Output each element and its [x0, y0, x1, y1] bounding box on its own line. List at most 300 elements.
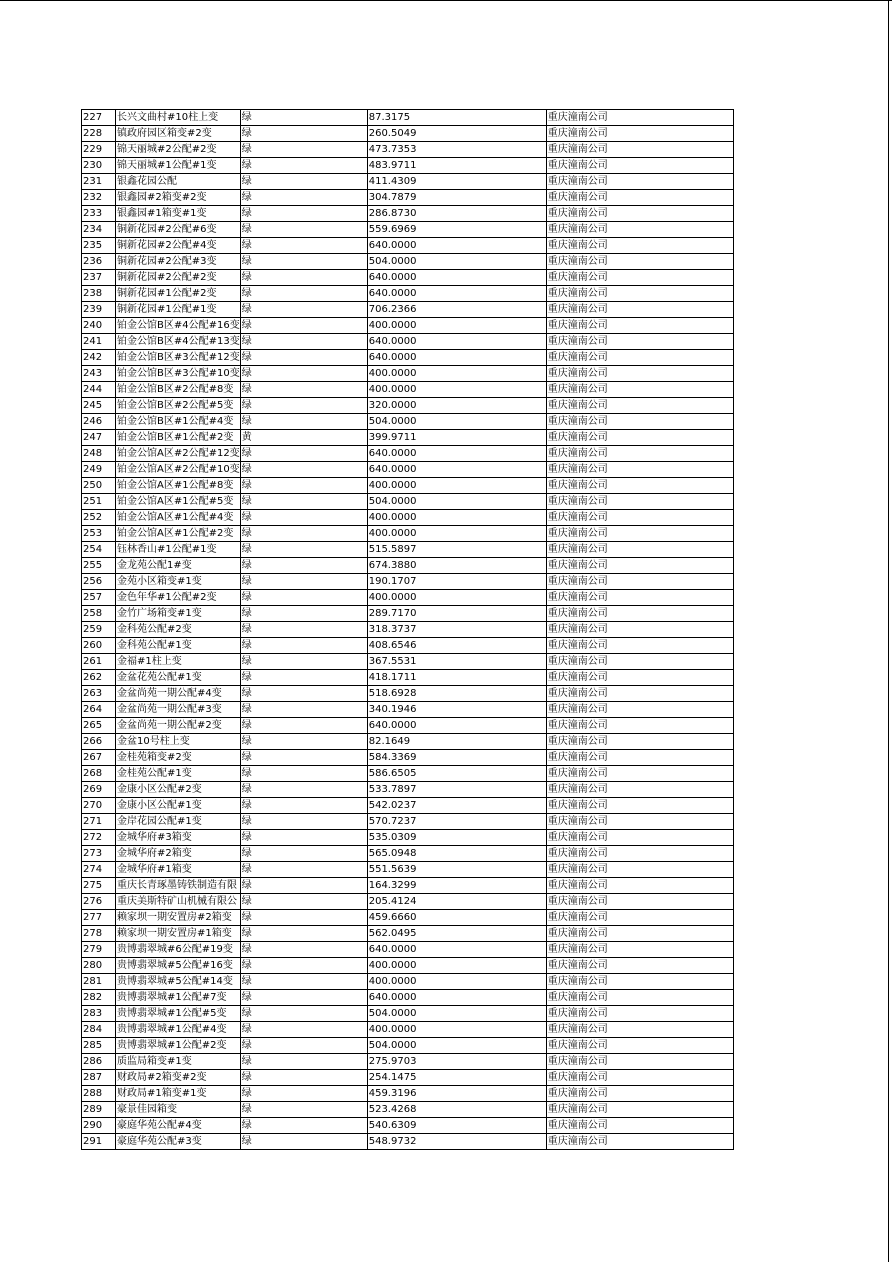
status-cell: 绿 [240, 638, 367, 654]
table-row [82, 782, 734, 798]
company-cell: 重庆潼南公司 [546, 942, 733, 958]
status-cell: 绿 [240, 126, 367, 142]
company-cell: 重庆潼南公司 [546, 126, 733, 142]
row-number-cell: 281 [82, 974, 116, 990]
row-number-cell: 249 [82, 462, 116, 478]
table-row [82, 174, 734, 190]
table-row [82, 190, 734, 206]
value-cell: 320.0000 [367, 398, 546, 414]
table-row [82, 398, 734, 414]
transformer-name-cell: 金桂苑箱变#2变 [116, 750, 241, 766]
status-cell: 绿 [240, 222, 367, 238]
table-row [82, 382, 734, 398]
table-row [82, 1070, 734, 1086]
row-number-cell: 269 [82, 782, 116, 798]
company-cell: 重庆潼南公司 [546, 782, 733, 798]
status-cell: 绿 [240, 1022, 367, 1038]
value-cell: 640.0000 [367, 462, 546, 478]
value-cell: 640.0000 [367, 334, 546, 350]
company-cell: 重庆潼南公司 [546, 142, 733, 158]
company-cell: 重庆潼南公司 [546, 382, 733, 398]
table-row [82, 142, 734, 158]
transformer-name-cell: 铜新花园#2公配#4变 [116, 238, 241, 254]
company-cell: 重庆潼南公司 [546, 158, 733, 174]
company-cell: 重庆潼南公司 [546, 862, 733, 878]
value-cell: 400.0000 [367, 510, 546, 526]
table-row [82, 574, 734, 590]
company-cell: 重庆潼南公司 [546, 334, 733, 350]
row-number-cell: 275 [82, 878, 116, 894]
status-cell: 绿 [240, 382, 367, 398]
table-row [82, 654, 734, 670]
transformer-name-cell: 铂金公馆A区#2公配#10变 [116, 462, 241, 478]
value-cell: 400.0000 [367, 590, 546, 606]
table-row [82, 286, 734, 302]
status-cell: 绿 [240, 926, 367, 942]
status-cell: 绿 [240, 190, 367, 206]
transformer-name-cell: 铂金公馆B区#1公配#2变 [116, 430, 241, 446]
table-row [82, 1086, 734, 1102]
company-cell: 重庆潼南公司 [546, 1070, 733, 1086]
transformer-name-cell: 贵博翡翠城#5公配#16变 [116, 958, 241, 974]
table-row [82, 254, 734, 270]
value-cell: 570.7237 [367, 814, 546, 830]
value-cell: 640.0000 [367, 238, 546, 254]
transformer-name-cell: 贵博翡翠城#1公配#4变 [116, 1022, 241, 1038]
company-cell: 重庆潼南公司 [546, 206, 733, 222]
row-number-cell: 278 [82, 926, 116, 942]
company-cell: 重庆潼南公司 [546, 286, 733, 302]
status-cell: 绿 [240, 270, 367, 286]
table-row [82, 478, 734, 494]
row-number-cell: 264 [82, 702, 116, 718]
company-cell: 重庆潼南公司 [546, 478, 733, 494]
row-number-cell: 255 [82, 558, 116, 574]
value-cell: 504.0000 [367, 414, 546, 430]
transformer-name-cell: 豪庭华苑公配#4变 [116, 1118, 241, 1134]
transformer-name-cell: 金盆10号柱上变 [116, 734, 241, 750]
row-number-cell: 266 [82, 734, 116, 750]
company-cell: 重庆潼南公司 [546, 350, 733, 366]
company-cell: 重庆潼南公司 [546, 814, 733, 830]
row-number-cell: 237 [82, 270, 116, 286]
company-cell: 重庆潼南公司 [546, 174, 733, 190]
row-number-cell: 245 [82, 398, 116, 414]
table-row [82, 702, 734, 718]
status-cell: 绿 [240, 974, 367, 990]
transformer-name-cell: 贵博翡翠城#5公配#14变 [116, 974, 241, 990]
transformer-name-cell: 铂金公馆B区#2公配#5变 [116, 398, 241, 414]
row-number-cell: 250 [82, 478, 116, 494]
status-cell: 绿 [240, 1134, 367, 1150]
row-number-cell: 286 [82, 1054, 116, 1070]
table-row [82, 510, 734, 526]
value-cell: 535.0309 [367, 830, 546, 846]
company-cell: 重庆潼南公司 [546, 510, 733, 526]
transformer-name-cell: 铂金公馆B区#2公配#8变 [116, 382, 241, 398]
company-cell: 重庆潼南公司 [546, 590, 733, 606]
table-row [82, 638, 734, 654]
status-cell: 绿 [240, 462, 367, 478]
status-cell: 绿 [240, 334, 367, 350]
transformer-table [81, 109, 734, 1150]
status-cell: 黄 [240, 430, 367, 446]
table-row [82, 334, 734, 350]
transformer-name-cell: 金科苑公配#1变 [116, 638, 241, 654]
row-number-cell: 273 [82, 846, 116, 862]
table-row [82, 830, 734, 846]
status-cell: 绿 [240, 734, 367, 750]
row-number-cell: 290 [82, 1118, 116, 1134]
value-cell: 640.0000 [367, 286, 546, 302]
value-cell: 551.5639 [367, 862, 546, 878]
row-number-cell: 252 [82, 510, 116, 526]
status-cell: 绿 [240, 286, 367, 302]
company-cell: 重庆潼南公司 [546, 974, 733, 990]
value-cell: 82.1649 [367, 734, 546, 750]
value-cell: 515.5897 [367, 542, 546, 558]
status-cell: 绿 [240, 958, 367, 974]
row-number-cell: 258 [82, 606, 116, 622]
value-cell: 304.7879 [367, 190, 546, 206]
table-row [82, 926, 734, 942]
row-number-cell: 285 [82, 1038, 116, 1054]
value-cell: 533.7897 [367, 782, 546, 798]
status-cell: 绿 [240, 206, 367, 222]
row-number-cell: 232 [82, 190, 116, 206]
company-cell: 重庆潼南公司 [546, 734, 733, 750]
company-cell: 重庆潼南公司 [546, 846, 733, 862]
value-cell: 87.3175 [367, 110, 546, 126]
value-cell: 504.0000 [367, 494, 546, 510]
company-cell: 重庆潼南公司 [546, 110, 733, 126]
status-cell: 绿 [240, 238, 367, 254]
table-row [82, 222, 734, 238]
company-cell: 重庆潼南公司 [546, 1086, 733, 1102]
company-cell: 重庆潼南公司 [546, 1022, 733, 1038]
status-cell: 绿 [240, 686, 367, 702]
transformer-name-cell: 金龙苑公配1#变 [116, 558, 241, 574]
status-cell: 绿 [240, 1102, 367, 1118]
status-cell: 绿 [240, 142, 367, 158]
company-cell: 重庆潼南公司 [546, 558, 733, 574]
table-row [82, 270, 734, 286]
row-number-cell: 239 [82, 302, 116, 318]
table-row [82, 862, 734, 878]
status-cell: 绿 [240, 1054, 367, 1070]
transformer-name-cell: 铂金公馆A区#1公配#4变 [116, 510, 241, 526]
row-number-cell: 242 [82, 350, 116, 366]
transformer-name-cell: 金盆尚苑一期公配#3变 [116, 702, 241, 718]
row-number-cell: 280 [82, 958, 116, 974]
transformer-name-cell: 赖家坝一期安置房#1箱变 [116, 926, 241, 942]
row-number-cell: 283 [82, 1006, 116, 1022]
value-cell: 548.9732 [367, 1134, 546, 1150]
company-cell: 重庆潼南公司 [546, 702, 733, 718]
page-top-border [0, 0, 892, 1]
value-cell: 559.6969 [367, 222, 546, 238]
table-row [82, 670, 734, 686]
transformer-name-cell: 金康小区公配#1变 [116, 798, 241, 814]
status-cell: 绿 [240, 702, 367, 718]
row-number-cell: 243 [82, 366, 116, 382]
table-row [82, 878, 734, 894]
table-row [82, 798, 734, 814]
table-row [82, 366, 734, 382]
status-cell: 绿 [240, 798, 367, 814]
transformer-name-cell: 豪景佳园箱变 [116, 1102, 241, 1118]
table-row [82, 1134, 734, 1150]
transformer-name-cell: 金盆尚苑一期公配#4变 [116, 686, 241, 702]
row-number-cell: 272 [82, 830, 116, 846]
table-row [82, 814, 734, 830]
company-cell: 重庆潼南公司 [546, 366, 733, 382]
status-cell: 绿 [240, 510, 367, 526]
status-cell: 绿 [240, 862, 367, 878]
row-number-cell: 248 [82, 446, 116, 462]
transformer-name-cell: 镇政府园区箱变#2变 [116, 126, 241, 142]
transformer-name-cell: 铜新花园#1公配#2变 [116, 286, 241, 302]
transformer-name-cell: 金城华府#1箱变 [116, 862, 241, 878]
status-cell: 绿 [240, 1070, 367, 1086]
table-row [82, 110, 734, 126]
transformer-name-cell: 银鑫园#1箱变#1变 [116, 206, 241, 222]
status-cell: 绿 [240, 478, 367, 494]
company-cell: 重庆潼南公司 [546, 894, 733, 910]
company-cell: 重庆潼南公司 [546, 430, 733, 446]
status-cell: 绿 [240, 446, 367, 462]
row-number-cell: 260 [82, 638, 116, 654]
status-cell: 绿 [240, 254, 367, 270]
transformer-name-cell: 钰林香山#1公配#1变 [116, 542, 241, 558]
table-row [82, 766, 734, 782]
status-cell: 绿 [240, 558, 367, 574]
row-number-cell: 277 [82, 910, 116, 926]
value-cell: 275.9703 [367, 1054, 546, 1070]
row-number-cell: 229 [82, 142, 116, 158]
row-number-cell: 265 [82, 718, 116, 734]
row-number-cell: 261 [82, 654, 116, 670]
transformer-name-cell: 银鑫园#2箱变#2变 [116, 190, 241, 206]
table-row [82, 238, 734, 254]
status-cell: 绿 [240, 1086, 367, 1102]
row-number-cell: 233 [82, 206, 116, 222]
value-cell: 286.8730 [367, 206, 546, 222]
status-cell: 绿 [240, 302, 367, 318]
transformer-name-cell: 金桂苑公配#1变 [116, 766, 241, 782]
transformer-name-cell: 铂金公馆A区#2公配#12变 [116, 446, 241, 462]
status-cell: 绿 [240, 830, 367, 846]
transformer-name-cell: 金竹广场箱变#1变 [116, 606, 241, 622]
value-cell: 640.0000 [367, 990, 546, 1006]
table-row [82, 590, 734, 606]
table-row [82, 542, 734, 558]
row-number-cell: 253 [82, 526, 116, 542]
table-row [82, 414, 734, 430]
value-cell: 504.0000 [367, 254, 546, 270]
transformer-name-cell: 铂金公馆B区#3公配#12变 [116, 350, 241, 366]
value-cell: 640.0000 [367, 350, 546, 366]
company-cell: 重庆潼南公司 [546, 270, 733, 286]
row-number-cell: 284 [82, 1022, 116, 1038]
company-cell: 重庆潼南公司 [546, 686, 733, 702]
value-cell: 399.9711 [367, 430, 546, 446]
transformer-name-cell: 质监局箱变#1变 [116, 1054, 241, 1070]
status-cell: 绿 [240, 542, 367, 558]
company-cell: 重庆潼南公司 [546, 238, 733, 254]
table-row [82, 1038, 734, 1054]
company-cell: 重庆潼南公司 [546, 798, 733, 814]
row-number-cell: 227 [82, 110, 116, 126]
value-cell: 504.0000 [367, 1006, 546, 1022]
value-cell: 318.3737 [367, 622, 546, 638]
company-cell: 重庆潼南公司 [546, 414, 733, 430]
status-cell: 绿 [240, 814, 367, 830]
value-cell: 164.3299 [367, 878, 546, 894]
value-cell: 418.1711 [367, 670, 546, 686]
row-number-cell: 268 [82, 766, 116, 782]
company-cell: 重庆潼南公司 [546, 958, 733, 974]
table-row [82, 686, 734, 702]
status-cell: 绿 [240, 414, 367, 430]
value-cell: 400.0000 [367, 1022, 546, 1038]
value-cell: 640.0000 [367, 446, 546, 462]
value-cell: 504.0000 [367, 1038, 546, 1054]
value-cell: 540.6309 [367, 1118, 546, 1134]
row-number-cell: 235 [82, 238, 116, 254]
value-cell: 459.6660 [367, 910, 546, 926]
status-cell: 绿 [240, 942, 367, 958]
transformer-name-cell: 金福#1柱上变 [116, 654, 241, 670]
company-cell: 重庆潼南公司 [546, 638, 733, 654]
company-cell: 重庆潼南公司 [546, 766, 733, 782]
row-number-cell: 244 [82, 382, 116, 398]
transformer-name-cell: 铂金公馆A区#1公配#5变 [116, 494, 241, 510]
row-number-cell: 230 [82, 158, 116, 174]
transformer-name-cell: 金岸花园公配#1变 [116, 814, 241, 830]
status-cell: 绿 [240, 894, 367, 910]
company-cell: 重庆潼南公司 [546, 910, 733, 926]
value-cell: 400.0000 [367, 958, 546, 974]
row-number-cell: 271 [82, 814, 116, 830]
value-cell: 289.7170 [367, 606, 546, 622]
table-row [82, 462, 734, 478]
status-cell: 绿 [240, 574, 367, 590]
transformer-name-cell: 重庆美斯特矿山机械有限公 [116, 894, 241, 910]
row-number-cell: 270 [82, 798, 116, 814]
row-number-cell: 256 [82, 574, 116, 590]
transformer-name-cell: 银鑫花园公配 [116, 174, 241, 190]
company-cell: 重庆潼南公司 [546, 654, 733, 670]
row-number-cell: 263 [82, 686, 116, 702]
table-row [82, 846, 734, 862]
row-number-cell: 274 [82, 862, 116, 878]
value-cell: 562.0495 [367, 926, 546, 942]
table-row [82, 318, 734, 334]
row-number-cell: 234 [82, 222, 116, 238]
status-cell: 绿 [240, 990, 367, 1006]
company-cell: 重庆潼南公司 [546, 606, 733, 622]
row-number-cell: 238 [82, 286, 116, 302]
company-cell: 重庆潼南公司 [546, 878, 733, 894]
row-number-cell: 259 [82, 622, 116, 638]
value-cell: 400.0000 [367, 974, 546, 990]
value-cell: 640.0000 [367, 718, 546, 734]
status-cell: 绿 [240, 398, 367, 414]
company-cell: 重庆潼南公司 [546, 302, 733, 318]
value-cell: 400.0000 [367, 526, 546, 542]
company-cell: 重庆潼南公司 [546, 990, 733, 1006]
transformer-name-cell: 铜新花园#1公配#1变 [116, 302, 241, 318]
status-cell: 绿 [240, 590, 367, 606]
table-body [82, 110, 734, 1150]
value-cell: 640.0000 [367, 942, 546, 958]
table-row [82, 446, 734, 462]
status-cell: 绿 [240, 366, 367, 382]
company-cell: 重庆潼南公司 [546, 1118, 733, 1134]
page-right-border [888, 0, 889, 1262]
value-cell: 408.6546 [367, 638, 546, 654]
row-number-cell: 291 [82, 1134, 116, 1150]
value-cell: 400.0000 [367, 478, 546, 494]
status-cell: 绿 [240, 670, 367, 686]
transformer-name-cell: 贵博翡翠城#1公配#2变 [116, 1038, 241, 1054]
row-number-cell: 289 [82, 1102, 116, 1118]
transformer-name-cell: 金城华府#2箱变 [116, 846, 241, 862]
row-number-cell: 279 [82, 942, 116, 958]
status-cell: 绿 [240, 750, 367, 766]
transformer-name-cell: 财政局#2箱变#2变 [116, 1070, 241, 1086]
company-cell: 重庆潼南公司 [546, 750, 733, 766]
transformer-name-cell: 贵博翡翠城#6公配#19变 [116, 942, 241, 958]
transformer-name-cell: 铜新花园#2公配#2变 [116, 270, 241, 286]
transformer-name-cell: 重庆长青琢墨铸铁制造有限 [116, 878, 241, 894]
row-number-cell: 282 [82, 990, 116, 1006]
value-cell: 367.5531 [367, 654, 546, 670]
status-cell: 绿 [240, 1006, 367, 1022]
transformer-name-cell: 金苑小区箱变#1变 [116, 574, 241, 590]
company-cell: 重庆潼南公司 [546, 830, 733, 846]
table-row [82, 126, 734, 142]
value-cell: 254.1475 [367, 1070, 546, 1086]
row-number-cell: 254 [82, 542, 116, 558]
value-cell: 518.6928 [367, 686, 546, 702]
value-cell: 706.2366 [367, 302, 546, 318]
value-cell: 586.6505 [367, 766, 546, 782]
value-cell: 674.3880 [367, 558, 546, 574]
company-cell: 重庆潼南公司 [546, 574, 733, 590]
row-number-cell: 251 [82, 494, 116, 510]
table-row [82, 158, 734, 174]
table-row [82, 1022, 734, 1038]
company-cell: 重庆潼南公司 [546, 1006, 733, 1022]
company-cell: 重庆潼南公司 [546, 318, 733, 334]
table-row [82, 958, 734, 974]
value-cell: 190.1707 [367, 574, 546, 590]
table-row [82, 942, 734, 958]
value-cell: 411.4309 [367, 174, 546, 190]
transformer-name-cell: 豪庭华苑公配#3变 [116, 1134, 241, 1150]
status-cell: 绿 [240, 318, 367, 334]
row-number-cell: 236 [82, 254, 116, 270]
value-cell: 400.0000 [367, 366, 546, 382]
table-row [82, 558, 734, 574]
status-cell: 绿 [240, 174, 367, 190]
company-cell: 重庆潼南公司 [546, 718, 733, 734]
row-number-cell: 228 [82, 126, 116, 142]
table-row [82, 974, 734, 990]
company-cell: 重庆潼南公司 [546, 1038, 733, 1054]
